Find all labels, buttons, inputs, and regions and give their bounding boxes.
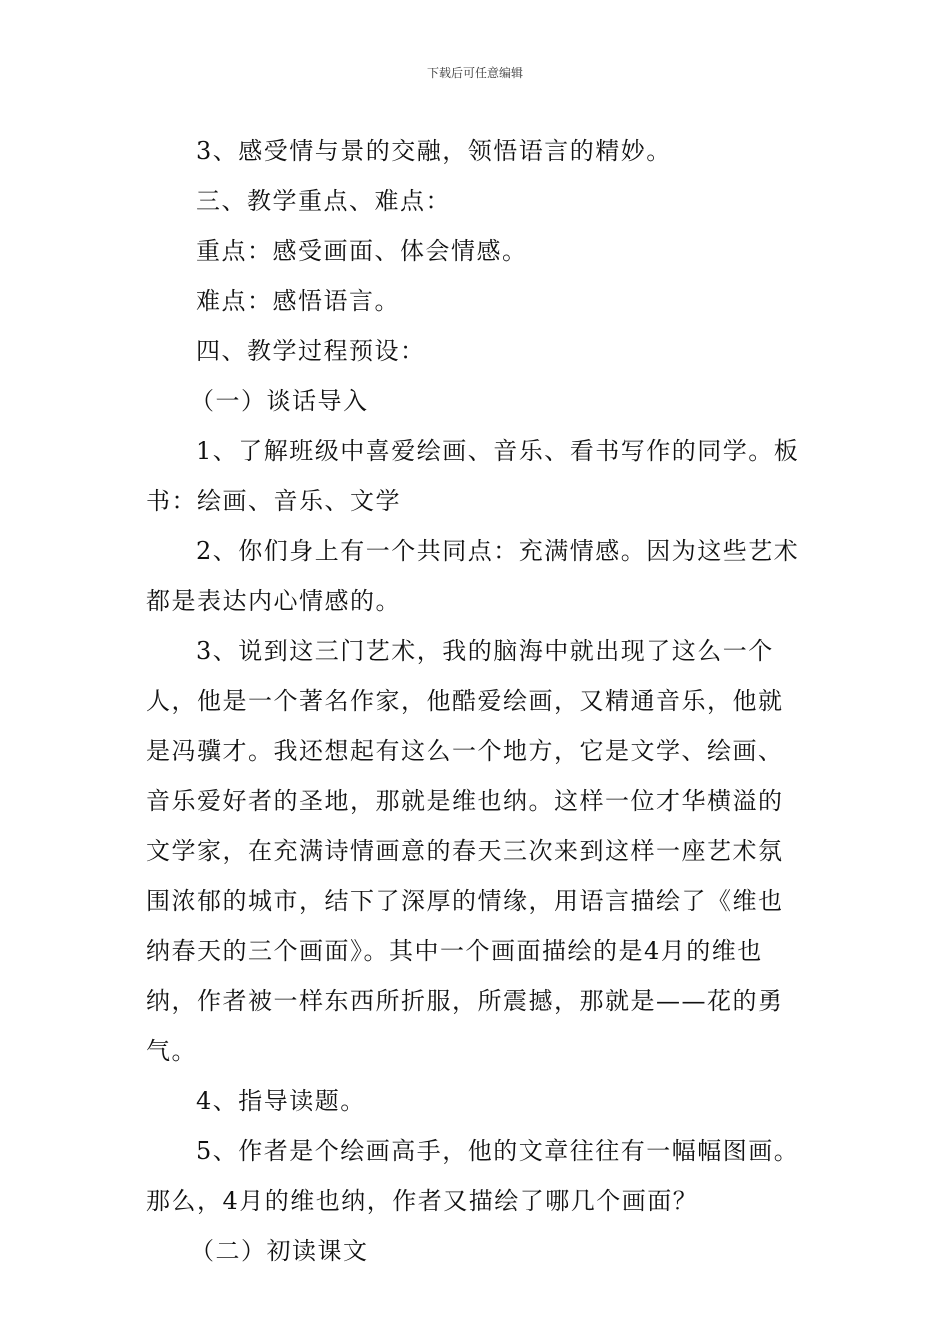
subsection-heading-intro: （一）谈话导入 bbox=[190, 387, 369, 415]
objective-3: 3、感受情与景的交融，领悟语言的精妙。 bbox=[196, 137, 672, 165]
intro-step-2: 2、你们身上有一个共同点：充满情感。因为这些艺术都是表达内心情感的。 bbox=[146, 537, 800, 615]
section-heading-key-points: 三、教学重点、难点： bbox=[196, 187, 451, 215]
intro-step-4: 4、指导读题。 bbox=[196, 1087, 366, 1115]
intro-step-1: 1、了解班级中喜爱绘画、音乐、看书写作的同学。板书：绘画、音乐、文学 bbox=[146, 437, 800, 515]
intro-step-3: 3、说到这三门艺术，我的脑海中就出现了这么一个人，他是一个著名作家，他酷爱绘画，又精通音乐，他就是冯骥才。我还想起有这么一个地方，它是文学、绘画、音乐爱好者的圣地，那就是维也纳。这样一位才华横溢的文学家，在充满诗情画意的春天三次来到这样一座艺术氛围浓郁的城市，结下了深厚的情缘，用语言描绘了《维也纳春天的三个画面》。其中一个画面描绘的是4月的维也纳，作者被一样东西所折服，所震撼，那就是——花的勇气。 bbox=[146, 637, 784, 1065]
intro-step-5: 5、作者是个绘画高手，他的文章往往有一幅幅图画。那么，4月的维也纳，作者又描绘了哪几个画面？ bbox=[146, 1137, 800, 1215]
subsection-heading-first-reading: （二）初读课文 bbox=[190, 1237, 369, 1265]
section-heading-process: 四、教学过程预设： bbox=[196, 337, 426, 365]
key-point: 重点：感受画面、体会情感。 bbox=[196, 237, 528, 265]
difficult-point: 难点：感悟语言。 bbox=[196, 287, 400, 315]
document-body bbox=[146, 126, 806, 1276]
page-header-note: 下载后可任意编辑 bbox=[426, 66, 523, 80]
